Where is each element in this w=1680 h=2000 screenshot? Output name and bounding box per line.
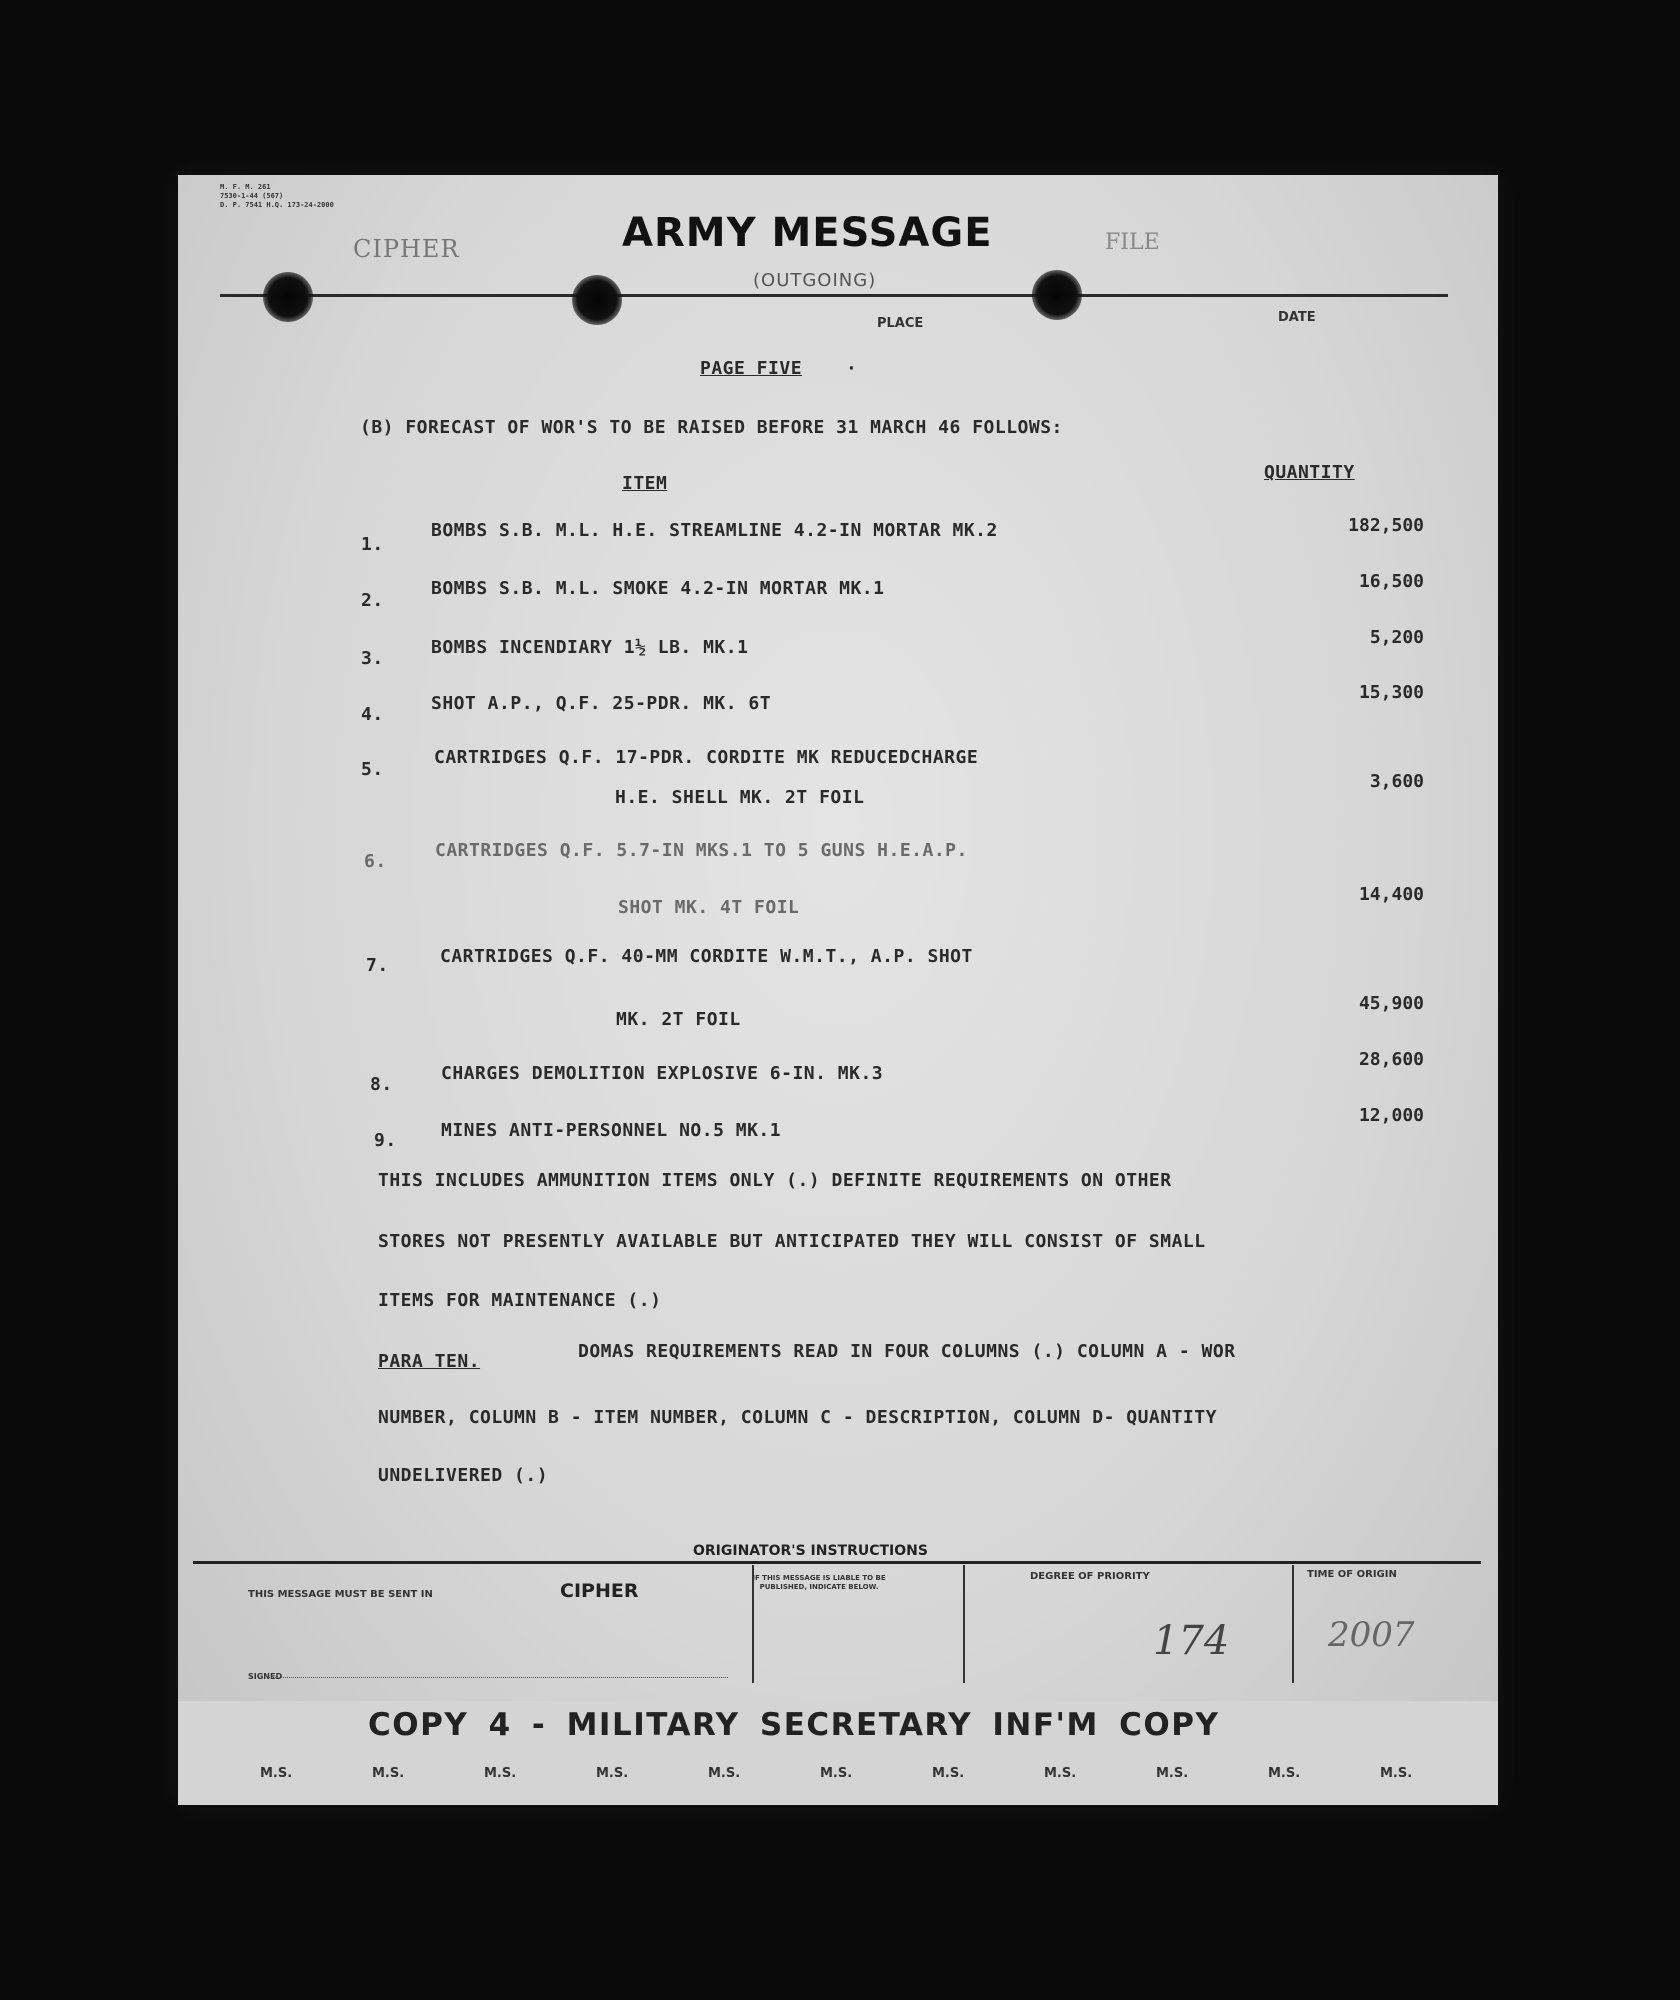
item-description: BOMBS S.B. M.L. SMOKE 4.2-IN MORTAR MK.1 [431, 578, 885, 599]
form-code-line: 7530-1-44 (567) [220, 192, 284, 200]
punch-hole [263, 272, 313, 322]
ms-label: M.S. [932, 1766, 965, 1781]
section-intro: (B) FORECAST OF WOR'S TO BE RAISED BEFORE 31 MARCH 46 FOLLOWS: [360, 417, 1063, 438]
time-of-origin-label: TIME OF ORIGIN [1307, 1569, 1397, 1580]
item-description: CARTRIDGES Q.F. 17-PDR. CORDITE MK REDUCEDCHARGE [434, 747, 979, 768]
body-paragraph-line: STORES NOT PRESENTLY AVAILABLE BUT ANTICIPATED THEY WILL CONSIST OF SMALL [378, 1231, 1206, 1252]
publish-note: IF THIS MESSAGE IS LIABLE TO BE PUBLISHED, INDICATE BELOW. [752, 1574, 886, 1591]
item-number: 5. [361, 759, 384, 780]
form-subtitle: (OUTGOING) [753, 270, 877, 291]
item-description: MINES ANTI-PERSONNEL NO.5 MK.1 [441, 1120, 782, 1141]
item-description-continued: SHOT MK. 4T FOIL [618, 897, 800, 918]
item-description: BOMBS INCENDIARY 1½ LB. MK.1 [431, 637, 749, 658]
priority-label: DEGREE OF PRIORITY [1030, 1571, 1150, 1582]
body-paragraph-line: NUMBER, COLUMN B - ITEM NUMBER, COLUMN C - DESCRIPTION, COLUMN D- QUANTITY [378, 1407, 1217, 1428]
copy-line: COPY 4 - MILITARY SECRETARY INF'M COPY [368, 1707, 1220, 1743]
priority-value: 174 [1153, 1618, 1230, 1664]
box-divider [1292, 1565, 1294, 1683]
item-quantity: 15,300 [1358, 682, 1424, 703]
signed-line [268, 1677, 728, 1678]
time-of-origin-value: 2007 [1328, 1615, 1415, 1655]
ms-label: M.S. [1156, 1766, 1189, 1781]
form-code [220, 183, 334, 210]
item-number: 2. [361, 590, 384, 611]
item-description-continued: H.E. SHELL MK. 2T FOIL [615, 787, 865, 808]
item-quantity: 182,500 [1348, 515, 1424, 536]
item-description: CARTRIDGES Q.F. 40-MM CORDITE W.M.T., A.P. SHOT [440, 946, 973, 967]
item-number: 3. [361, 648, 384, 669]
item-description: SHOT A.P., Q.F. 25-PDR. MK. 6T [431, 693, 772, 714]
ms-label: M.S. [484, 1766, 517, 1781]
form-code-line: M. F. M. 261 [220, 183, 271, 191]
item-number: 1. [361, 534, 384, 555]
cipher-label: CIPHER [353, 235, 460, 263]
ms-label: M.S. [372, 1766, 405, 1781]
item-description: CARTRIDGES Q.F. 5.7-IN MKS.1 TO 5 GUNS H.E.A.P. [435, 840, 968, 861]
punch-hole [1032, 270, 1082, 320]
originator-instructions-title: ORIGINATOR'S INSTRUCTIONS [693, 1543, 928, 1559]
must-be-sent-label: THIS MESSAGE MUST BE SENT IN [248, 1589, 433, 1600]
ms-label: M.S. [820, 1766, 853, 1781]
item-quantity: 14,400 [1358, 884, 1424, 905]
item-number: 8. [370, 1074, 393, 1095]
header-rule [220, 294, 1448, 297]
ms-label: M.S. [1380, 1766, 1413, 1781]
page-heading-dot: · [846, 358, 858, 379]
item-quantity: 28,600 [1358, 1049, 1424, 1070]
ms-label: M.S. [596, 1766, 629, 1781]
body-paragraph-line: ITEMS FOR MAINTENANCE (.) [378, 1290, 662, 1311]
ms-label: M.S. [1044, 1766, 1077, 1781]
item-quantity: 3,600 [1369, 771, 1424, 792]
place-label: PLACE [877, 316, 924, 331]
item-quantity: 12,000 [1358, 1105, 1424, 1126]
date-label: DATE [1278, 310, 1316, 325]
item-description-continued: MK. 2T FOIL [616, 1009, 741, 1030]
body-paragraph-line: THIS INCLUDES AMMUNITION ITEMS ONLY (.) DEFINITE REQUIREMENTS ON OTHER [378, 1170, 1172, 1191]
page-heading: PAGE FIVE [700, 358, 803, 379]
column-header-item: ITEM [622, 473, 668, 494]
body-paragraph-line: DOMAS REQUIREMENTS READ IN FOUR COLUMNS (.) COLUMN A - WOR [578, 1341, 1236, 1362]
form-title: ARMY MESSAGE [622, 210, 993, 256]
item-quantity: 5,200 [1369, 627, 1424, 648]
item-number: 7. [366, 955, 389, 976]
punch-hole [572, 275, 622, 325]
ms-label: M.S. [260, 1766, 293, 1781]
para-ten-label: PARA TEN. [378, 1351, 481, 1372]
form-code-line: D. P. 7541 H.Q. 173-24-2000 [220, 201, 334, 209]
item-quantity: 16,500 [1358, 571, 1424, 592]
item-number: 9. [374, 1130, 397, 1151]
item-description: BOMBS S.B. M.L. H.E. STREAMLINE 4.2-IN MORTAR MK.2 [431, 520, 998, 541]
body-paragraph-line: UNDELIVERED (.) [378, 1465, 549, 1486]
item-quantity: 45,900 [1358, 993, 1424, 1014]
item-number: 4. [361, 704, 384, 725]
signed-label: SIGNED [248, 1672, 283, 1681]
ms-label: M.S. [1268, 1766, 1301, 1781]
cipher-value: CIPHER [560, 1580, 639, 1602]
message-form-page [178, 175, 1498, 1805]
item-description: CHARGES DEMOLITION EXPLOSIVE 6-IN. MK.3 [441, 1063, 884, 1084]
item-number: 6. [364, 851, 387, 872]
ms-label: M.S. [708, 1766, 741, 1781]
file-label: FILE [1105, 230, 1160, 255]
column-header-quantity: QUANTITY [1264, 462, 1355, 483]
box-divider [963, 1565, 965, 1683]
